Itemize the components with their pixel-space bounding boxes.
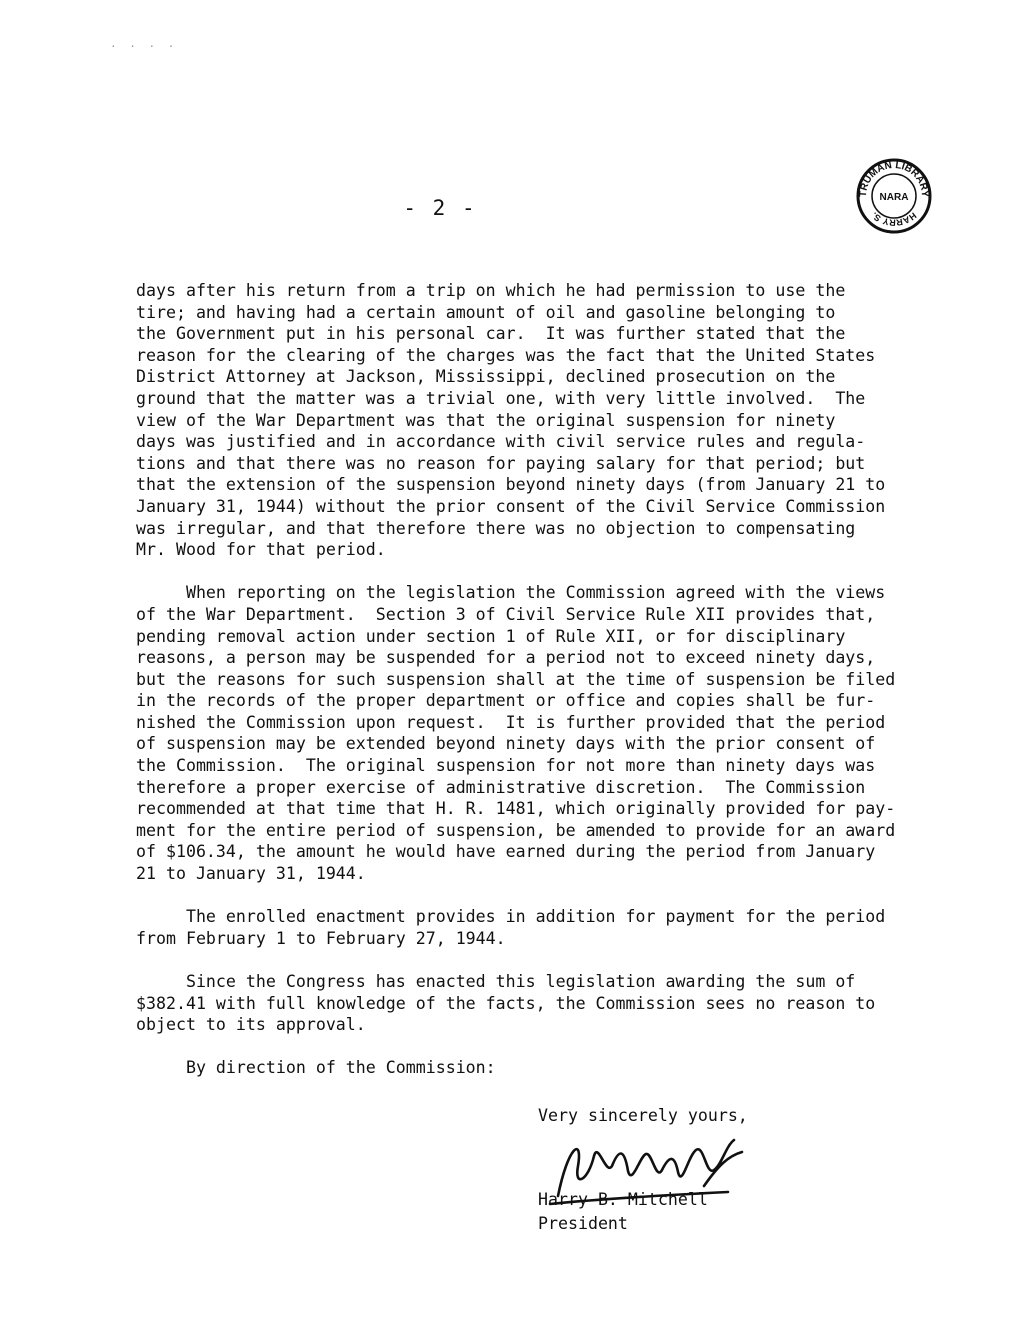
text-line: $382.41 with full knowledge of the facts, the Commission sees no reason to (136, 993, 876, 1013)
margin-marks: · · · · (110, 40, 178, 53)
text-line: from February 1 to February 27, 1944. (136, 928, 506, 948)
text-line: 21 to January 31, 1944. (136, 864, 366, 884)
text-line: of $106.34, the amount he would have earned during the period from January (136, 842, 876, 862)
text-line: January 31, 1944) without the prior consent of the Civil Service Commission (136, 496, 886, 516)
signer-title: President (538, 1214, 628, 1233)
text-line: recommended at that time that H. R. 1481, which originally provided for pay- (136, 799, 896, 819)
text-line: that the extension of the suspension beyond ninety days (from January 21 to (136, 475, 886, 495)
stamp-bottom-text: HARRY S. (869, 210, 919, 228)
text-line: view of the War Department was that the original suspension for ninety (136, 410, 836, 430)
closing-salutation: Very sincerely yours, (538, 1106, 748, 1125)
text-line: the Government put in his personal car. It was further stated that the (136, 324, 846, 344)
text-line: days was justified and in accordance with civil service rules and regula- (136, 432, 866, 452)
text-line: ground that the matter was a trivial one, with very little involved. The (136, 388, 866, 408)
stamp-top-text: TRUMAN LIBRARY (857, 159, 931, 198)
page-number: - 2 - (403, 196, 477, 220)
text-line: of suspension may be extended beyond ninety days with the prior consent of (136, 734, 876, 754)
text-line: Since the Congress has enacted this legislation awarding the sum of (136, 972, 856, 991)
text-line: By direction of the Commission: (136, 1058, 496, 1078)
text-line: in the records of the proper department or office and copies shall be fur- (136, 691, 876, 711)
svg-text:HARRY S. (869, 210, 918, 227)
truman-library-stamp (854, 156, 934, 236)
text-line: but the reasons for such suspension shall at the time of suspension be filed (136, 669, 896, 689)
text-line: was irregular, and that therefore there was no objection to compensating (136, 518, 856, 538)
text-line: When reporting on the legislation the Commission agreed with the views (136, 583, 886, 603)
text-line: The enrolled enactment provides in addition for payment for the period (136, 907, 886, 927)
text-line: ment for the entire period of suspension, be amended to provide for an award (136, 820, 896, 840)
text-line: tions and that there was no reason for paying salary for that period; but (136, 453, 866, 473)
text-line: Mr. Wood for that period. (136, 540, 386, 560)
signer-block (538, 1188, 708, 1236)
text-line: nished the Commission upon request. It is further provided that the period (136, 712, 886, 732)
text-line: District Attorney at Jackson, Mississippi, declined prosecution on the (136, 367, 836, 387)
text-line: reasons, a person may be suspended for a period not to exceed ninety days, (136, 648, 876, 668)
signer-name: Harry B. Mitchell (538, 1190, 708, 1209)
stamp-center-text: NARA (879, 192, 909, 203)
text-line: of the War Department. Section 3 of Civil Service Rule XII provides that, (136, 604, 876, 624)
text-line: therefore a proper exercise of administrative discretion. The Commission (136, 777, 866, 797)
text-line: days after his return from a trip on which he had permission to use the (136, 281, 846, 300)
text-line: the Commission. The original suspension for not more than ninety days was (136, 756, 876, 776)
text-line: reason for the clearing of the charges was the fact that the United States (136, 345, 876, 365)
text-line: object to its approval. (136, 1015, 366, 1035)
text-line: tire; and having had a certain amount of oil and gasoline belonging to (136, 302, 836, 322)
text-line: pending removal action under section 1 of Rule XII, or for disciplinary (136, 626, 846, 646)
letter-body (136, 280, 936, 1079)
